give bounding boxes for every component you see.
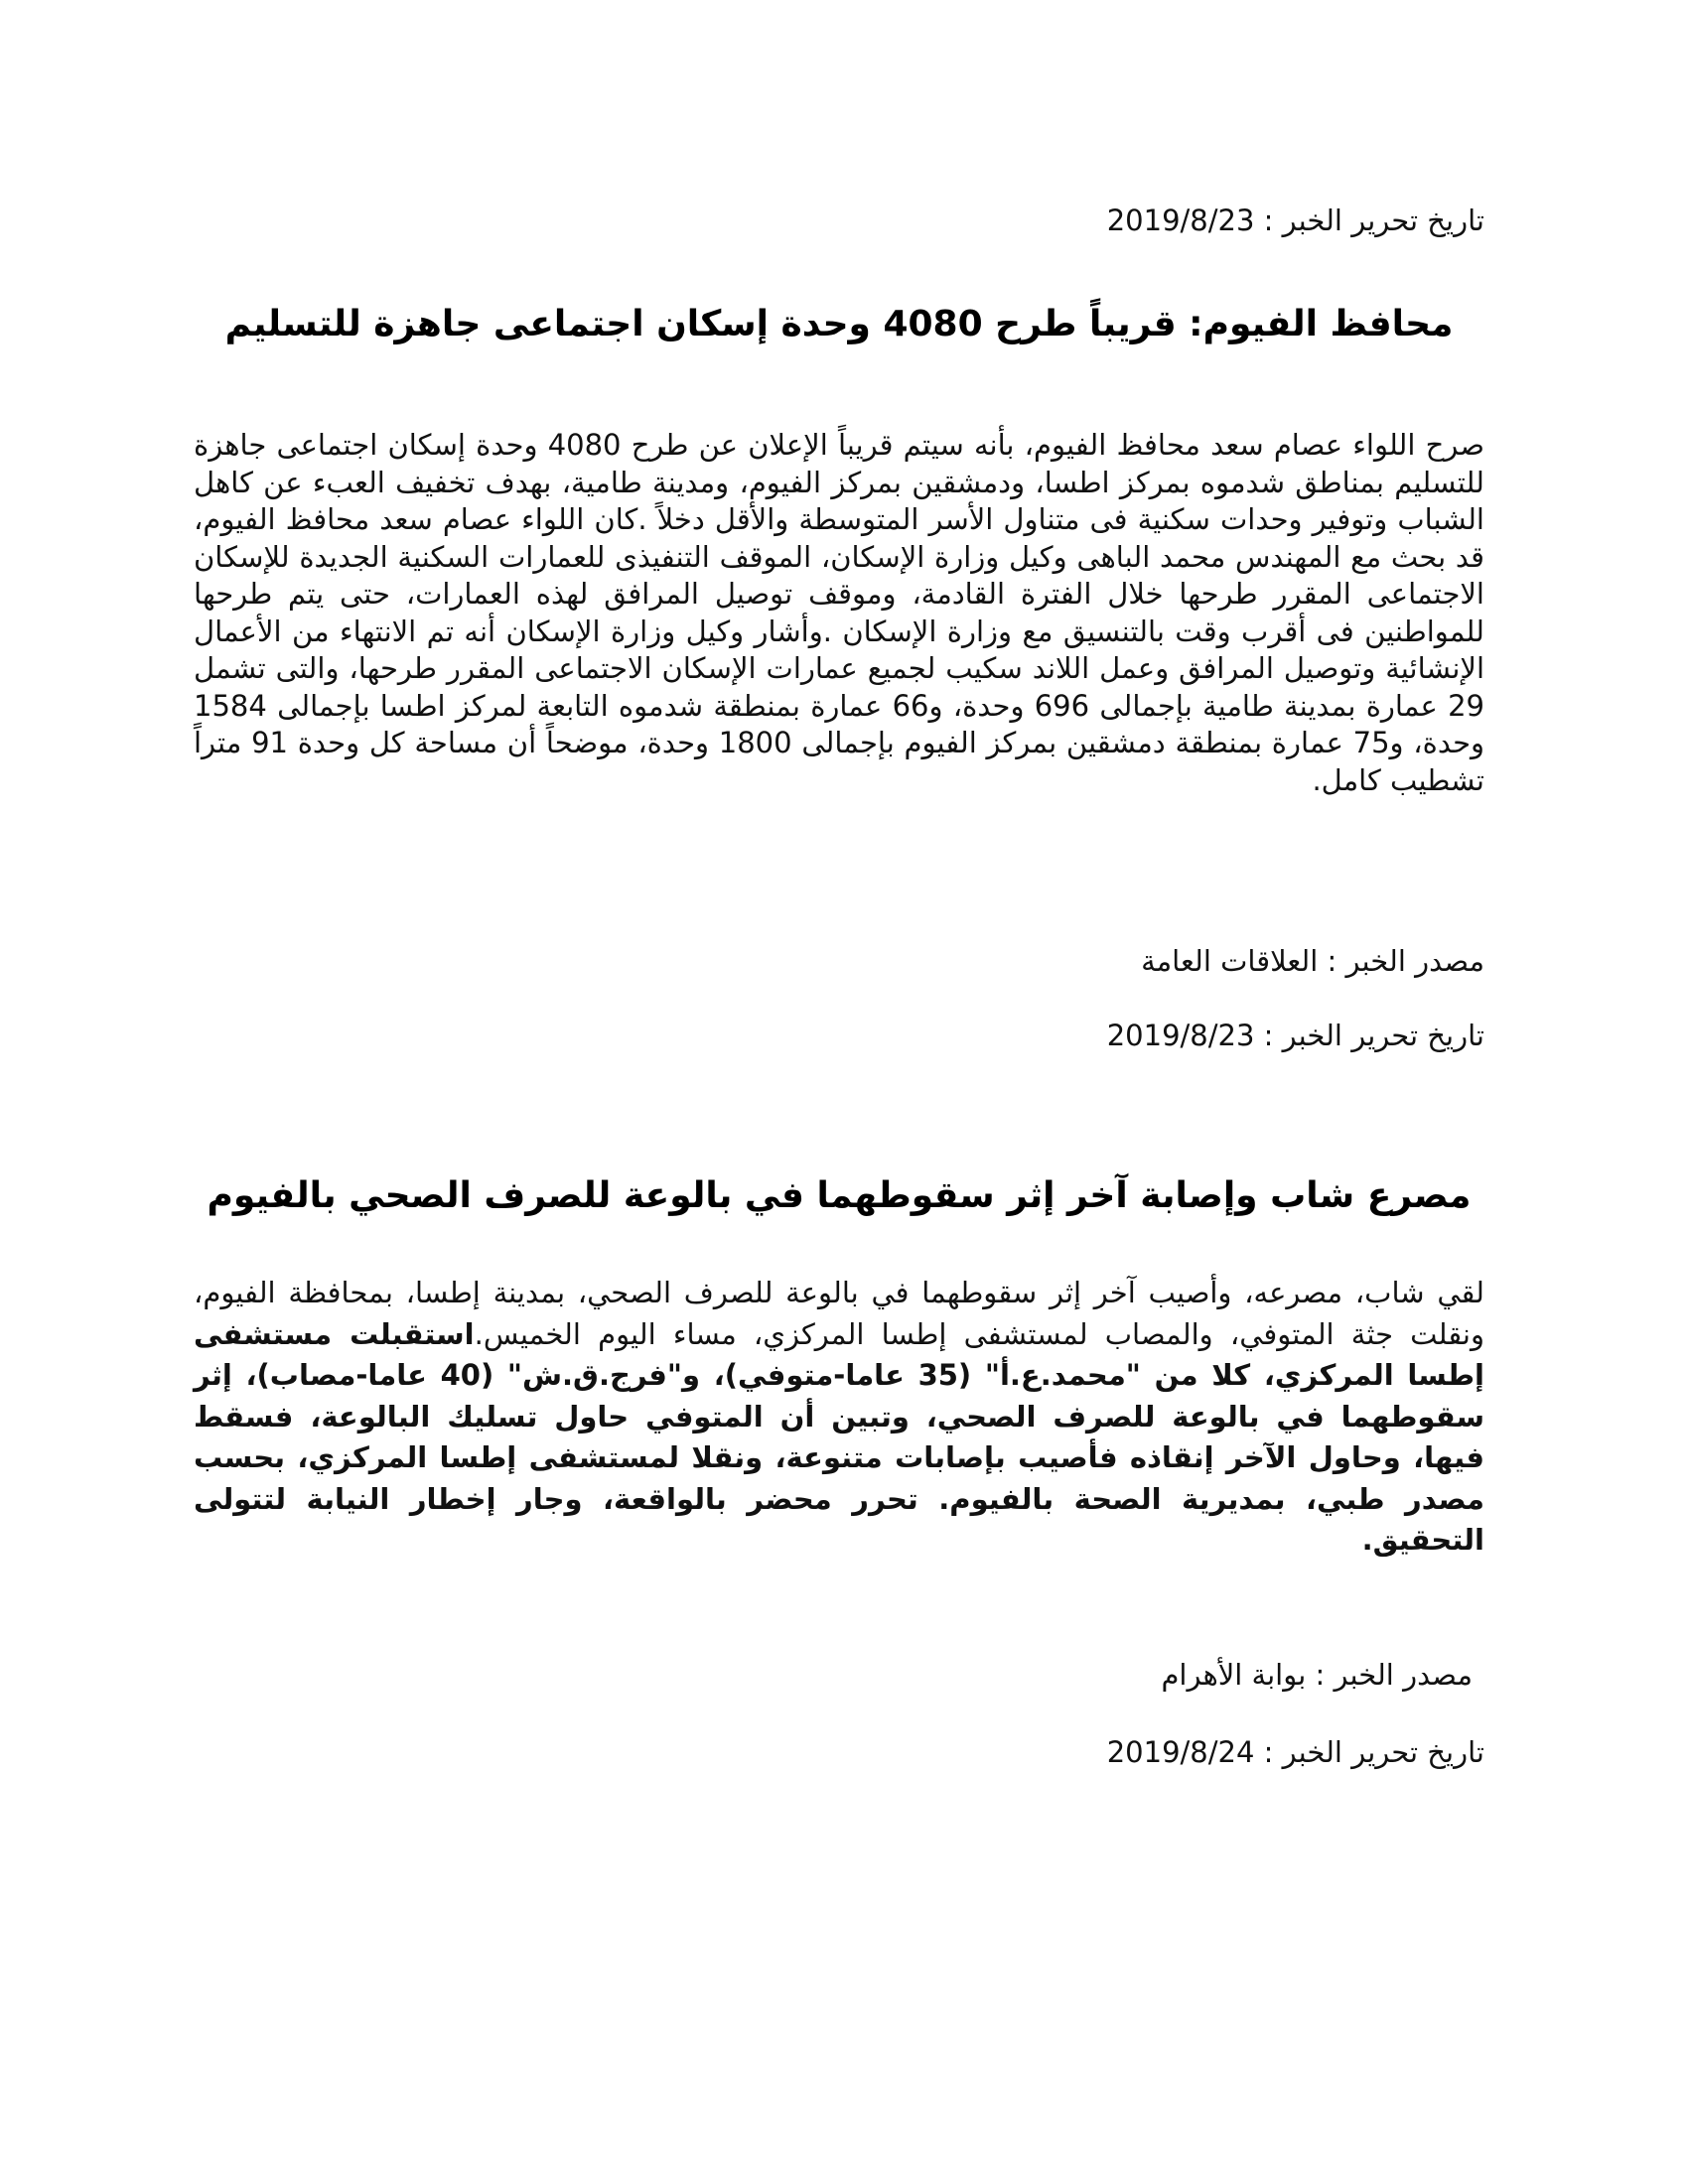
article3-date-line: تاريخ تحرير الخبر : 2019/8/24 <box>1106 1735 1484 1769</box>
article1-date-line: تاريخ تحرير الخبر : 2019/8/23 <box>1106 204 1484 237</box>
article2-body-plain: لقي شاب، مصرعه، وأصيب آخر إثر سقوطهما في بالوعة للصرف الصحي، بمدينة إطسا، بمحافظة الفيوم، ونقلت جثة المتوفي، والمصاب لمستشفى إطسا المركزي، مساء اليوم الخميس. <box>194 1276 1485 1351</box>
article2-body <box>194 1273 1484 1562</box>
article1-title: محافظ الفيوم: قريباً طرح 4080 وحدة إسكان اجتماعى جاهزة للتسليم <box>224 304 1454 344</box>
article2-title: مصرع شاب وإصابة آخر إثر سقوطهما في بالوعة للصرف الصحي بالفيوم <box>207 1175 1472 1216</box>
article2-body-bold: استقبلت مستشفى إطسا المركزي، كلا من "محمد.ع.أ" (35 عاما-متوفي)، و"فرج.ق.ش" (40 عاما-مصاب)، إثر سقوطهما في بالوعة للصرف الصحي، وتبين أن المتوفي حاول تسليك البالوعة، فسقط فيها، وحاول الآخر إنقاذه فأصيب بإصابات متنوعة، ونقلا لمستشفى إطسا المركزي، بحسب مصدر طبي، بمديرية الصحة بالفيوم. تحرر محضر بالواقعة، وجار إخطار النيابة لتتولى التحقيق. <box>194 1316 1484 1557</box>
article1-body: صرح اللواء عصام سعد محافظ الفيوم، بأنه سيتم قريباً الإعلان عن طرح 4080 وحدة إسكان اجتماعى جاهزة للتسليم بمناطق شدموه بمركز اطسا، ودمشقين بمركز الفيوم، ومدينة طامية، بهدف تخفيف العبء عن كاهل الشباب وتوفير وحدات سكنية فى متناول الأسر المتوسطة والأقل دخلاً .كان اللواء عصام سعد محافظ الفيوم، قد بحث مع المهندس محمد الباهى وكيل وزارة الإسكان، الموقف التنفيذى للعمارات السكنية الجديدة للإسكان الاجتماعى المقرر طرحها خلال الفترة القادمة، وموقف توصيل المرافق لهذه العمارات، حتى يتم طرحها للمواطنين فى أقرب وقت بالتنسيق مع وزارة الإسكان .وأشار وكيل وزارة الإسكان أنه تم الانتهاء من الأعمال الإنشائية وتوصيل المرافق وعمل اللاند سكيب لجميع عمارات الإسكان الاجتماعى المقرر طرحها، والتى تشمل 29 عمارة بمدينة طامية بإجمالى 696 وحدة، و66 عمارة بمنطقة شدموه التابعة لمركز اطسا بإجمالى 1584 وحدة، و75 عمارة بمنطقة دمشقين بمركز الفيوم بإجمالى 1800 وحدة، موضحاً أن مساحة كل وحدة 91 متراً تشطيب كامل. <box>194 428 1484 797</box>
article2-date-line: تاريخ تحرير الخبر : 2019/8/23 <box>1106 1019 1484 1052</box>
article2-source-line: مصدر الخبر : بوابة الأهرام <box>1161 1658 1473 1692</box>
document-page <box>194 0 1484 2184</box>
article1-source-line: مصدر الخبر : العلاقات العامة <box>1141 944 1484 978</box>
